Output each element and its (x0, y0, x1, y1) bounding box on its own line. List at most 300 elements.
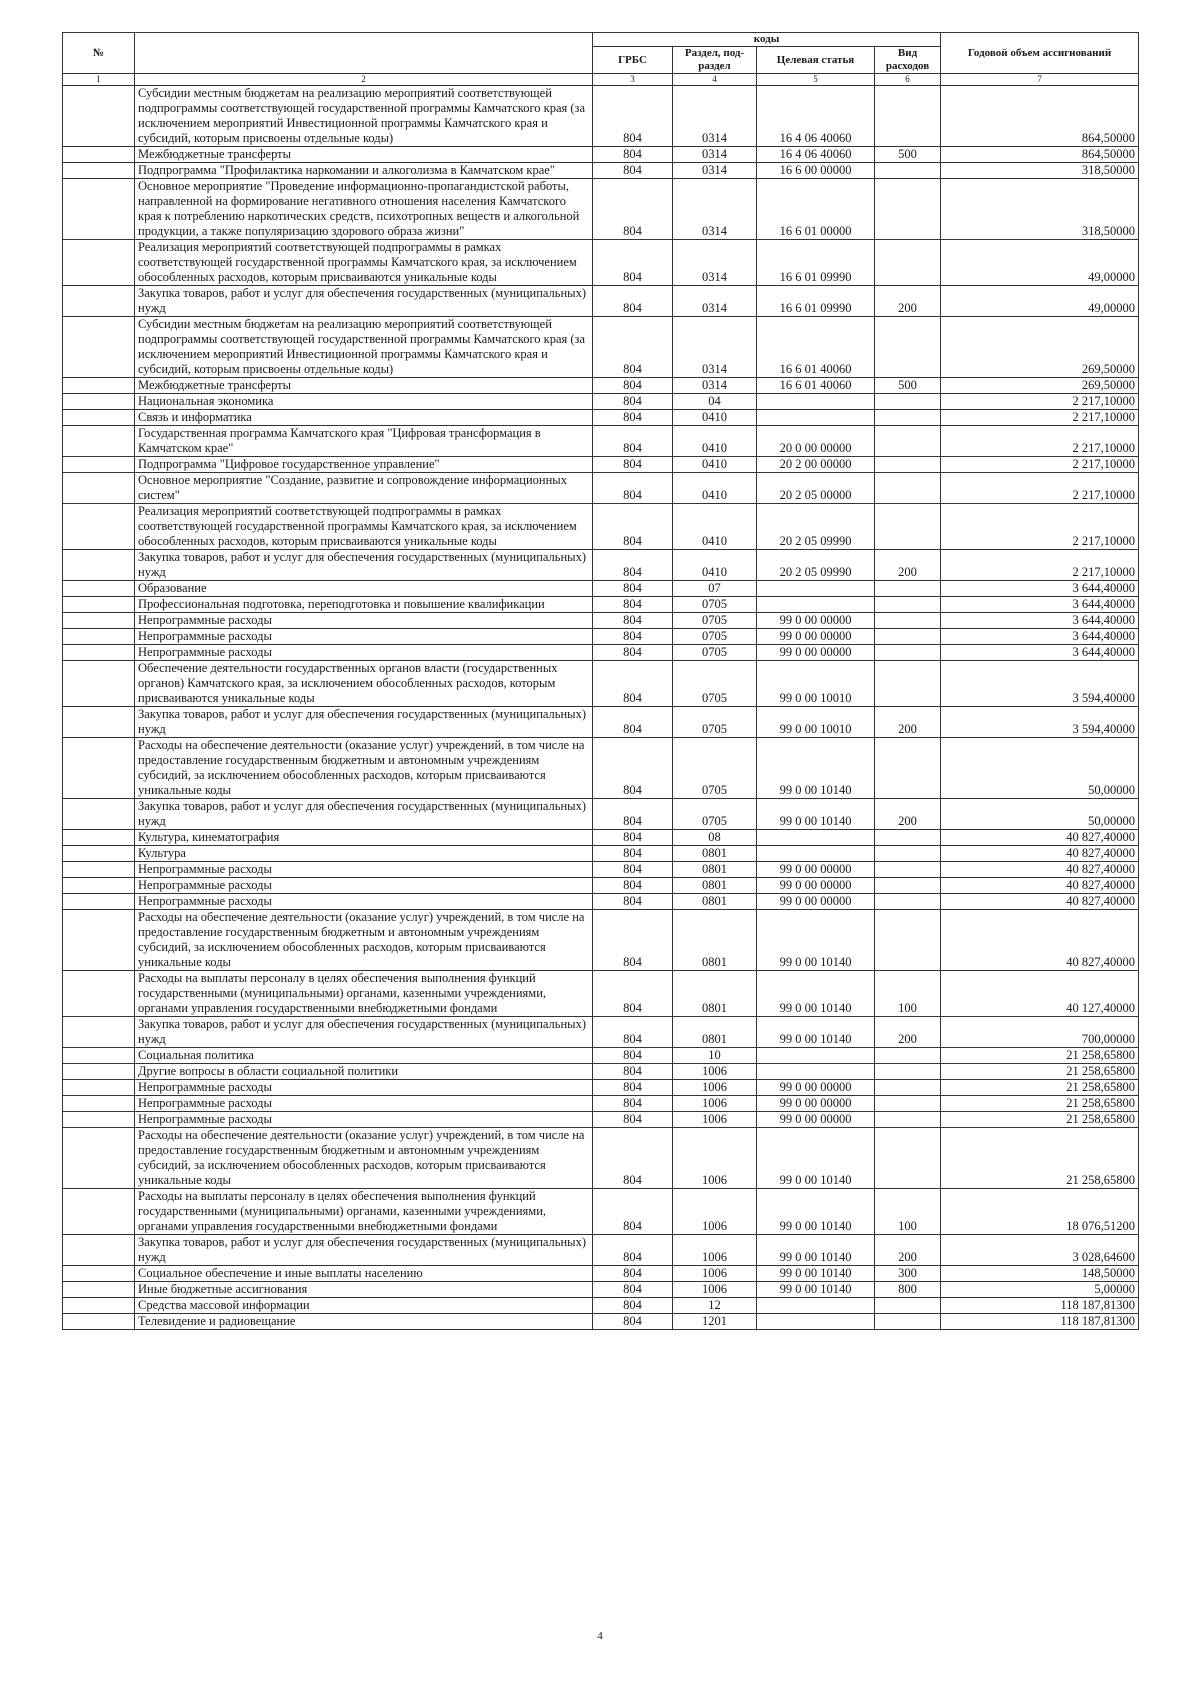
row-name: Непрограммные расходы (135, 862, 593, 878)
row-name: Культура, кинематография (135, 830, 593, 846)
row-kind (875, 317, 941, 378)
row-index (63, 286, 135, 317)
row-name: Расходы на обеспечение деятельности (оказание услуг) учреждений, в том числе на предоставление государственным бюджетным и автономным учреждениям субсидий, за исключением обособленных расходов, которым присваиваются уникальные коды (135, 738, 593, 799)
row-grbs: 804 (593, 597, 673, 613)
row-name: Расходы на выплаты персоналу в целях обеспечения выполнения функций государственными (муниципальными) органами, казенными учреждениями, органами управления государственными внебюджетными фондами (135, 971, 593, 1017)
row-target: 99 0 00 10140 (757, 1266, 875, 1282)
row-name: Межбюджетные трансферты (135, 378, 593, 394)
row-target: 99 0 00 10140 (757, 1017, 875, 1048)
row-index (63, 830, 135, 846)
table-row (63, 457, 1139, 473)
row-target: 99 0 00 00000 (757, 894, 875, 910)
row-grbs: 804 (593, 846, 673, 862)
row-sum: 3 594,40000 (941, 707, 1139, 738)
row-target (757, 1314, 875, 1330)
row-sum: 2 217,10000 (941, 410, 1139, 426)
table-row (63, 550, 1139, 581)
row-target: 99 0 00 10140 (757, 1282, 875, 1298)
row-target (757, 1064, 875, 1080)
row-grbs: 804 (593, 394, 673, 410)
row-target: 16 6 01 40060 (757, 378, 875, 394)
table-row (63, 738, 1139, 799)
header-grbs: ГРБС (593, 47, 673, 74)
row-target: 99 0 00 00000 (757, 862, 875, 878)
row-section: 0801 (673, 862, 757, 878)
row-section: 0705 (673, 629, 757, 645)
row-kind (875, 581, 941, 597)
row-kind (875, 661, 941, 707)
row-name: Культура (135, 846, 593, 862)
row-grbs: 804 (593, 661, 673, 707)
header-num: № (63, 33, 135, 74)
header-section: Раздел, под-раздел (673, 47, 757, 74)
row-index (63, 179, 135, 240)
row-kind: 200 (875, 1235, 941, 1266)
row-index (63, 799, 135, 830)
row-name: Подпрограмма "Профилактика наркомании и алкоголизма в Камчатском крае" (135, 163, 593, 179)
table-row (63, 894, 1139, 910)
row-kind (875, 629, 941, 645)
row-grbs: 804 (593, 147, 673, 163)
row-kind (875, 1096, 941, 1112)
row-grbs: 804 (593, 286, 673, 317)
column-numbers-row (63, 74, 1139, 86)
row-name: Закупка товаров, работ и услуг для обеспечения государственных (муниципальных) нужд (135, 286, 593, 317)
table-row (63, 317, 1139, 378)
row-name: Связь и информатика (135, 410, 593, 426)
row-grbs: 804 (593, 645, 673, 661)
row-sum: 3 644,40000 (941, 645, 1139, 661)
table-row (63, 661, 1139, 707)
row-kind: 200 (875, 286, 941, 317)
row-target (757, 830, 875, 846)
row-sum: 50,00000 (941, 738, 1139, 799)
table-row (63, 1096, 1139, 1112)
row-sum: 49,00000 (941, 286, 1139, 317)
row-section: 0801 (673, 971, 757, 1017)
table-row (63, 799, 1139, 830)
row-sum: 40 827,40000 (941, 910, 1139, 971)
row-name: Непрограммные расходы (135, 613, 593, 629)
row-name: Обеспечение деятельности государственных органов власти (государственных органов) Камчатского края, за исключением обособленных расходов, которым присваиваются уникальные коды (135, 661, 593, 707)
table-row (63, 179, 1139, 240)
row-section: 1006 (673, 1112, 757, 1128)
row-section: 0705 (673, 613, 757, 629)
table-row (63, 581, 1139, 597)
table-row (63, 1080, 1139, 1096)
row-kind (875, 597, 941, 613)
table-row (63, 504, 1139, 550)
row-kind (875, 645, 941, 661)
row-name: Непрограммные расходы (135, 629, 593, 645)
colnum-7: 7 (941, 74, 1139, 86)
row-index (63, 1048, 135, 1064)
row-grbs: 804 (593, 86, 673, 147)
row-name: Непрограммные расходы (135, 1096, 593, 1112)
table-row (63, 971, 1139, 1017)
row-target: 20 0 00 00000 (757, 426, 875, 457)
row-section: 0801 (673, 846, 757, 862)
row-sum: 40 827,40000 (941, 830, 1139, 846)
row-sum: 3 644,40000 (941, 613, 1139, 629)
table-row (63, 597, 1139, 613)
row-target: 16 6 01 40060 (757, 317, 875, 378)
row-sum: 3 644,40000 (941, 597, 1139, 613)
row-grbs: 804 (593, 878, 673, 894)
row-index (63, 1298, 135, 1314)
header-name (135, 33, 593, 74)
table-row (63, 286, 1139, 317)
row-sum: 5,00000 (941, 1282, 1139, 1298)
row-name: Телевидение и радиовещание (135, 1314, 593, 1330)
row-sum: 40 127,40000 (941, 971, 1139, 1017)
row-kind (875, 410, 941, 426)
row-grbs: 804 (593, 910, 673, 971)
row-grbs: 804 (593, 830, 673, 846)
row-sum: 21 258,65800 (941, 1080, 1139, 1096)
row-target: 20 2 05 09990 (757, 504, 875, 550)
row-section: 1006 (673, 1266, 757, 1282)
row-kind: 100 (875, 971, 941, 1017)
row-kind (875, 862, 941, 878)
row-kind (875, 830, 941, 846)
row-target: 99 0 00 00000 (757, 629, 875, 645)
row-target: 99 0 00 00000 (757, 1112, 875, 1128)
row-sum: 3 594,40000 (941, 661, 1139, 707)
row-name: Реализация мероприятий соответствующей подпрограммы в рамках соответствующей государственной программы Камчатского края, за исключением обособленных расходов, которым присваиваются уникальные коды (135, 504, 593, 550)
table-row (63, 240, 1139, 286)
row-name: Расходы на выплаты персоналу в целях обеспечения выполнения функций государственными (муниципальными) органами, казенными учреждениями, органами управления государственными внебюджетными фондами (135, 1189, 593, 1235)
row-name: Субсидии местным бюджетам на реализацию мероприятий соответствующей подпрограммы соответствующей государственной программы Камчатского края (за исключением мероприятий Инвестиционной программы Камчатского края и субсидий, которым присвоены отдельные коды) (135, 317, 593, 378)
row-grbs: 804 (593, 738, 673, 799)
row-target: 99 0 00 00000 (757, 1096, 875, 1112)
row-target: 16 6 01 00000 (757, 179, 875, 240)
colnum-5: 5 (757, 74, 875, 86)
row-kind (875, 86, 941, 147)
table-row (63, 1298, 1139, 1314)
row-grbs: 804 (593, 163, 673, 179)
row-target: 16 6 01 09990 (757, 286, 875, 317)
row-target: 99 0 00 10010 (757, 661, 875, 707)
colnum-3: 3 (593, 74, 673, 86)
row-kind: 200 (875, 707, 941, 738)
row-sum: 318,50000 (941, 163, 1139, 179)
row-grbs: 804 (593, 473, 673, 504)
row-section: 0410 (673, 410, 757, 426)
row-index (63, 1235, 135, 1266)
row-kind (875, 878, 941, 894)
row-kind (875, 738, 941, 799)
row-section: 0410 (673, 550, 757, 581)
colnum-2: 2 (135, 74, 593, 86)
table-row (63, 1314, 1139, 1330)
table-row (63, 378, 1139, 394)
row-sum: 18 076,51200 (941, 1189, 1139, 1235)
table-row (63, 878, 1139, 894)
table-row (63, 1064, 1139, 1080)
row-target (757, 581, 875, 597)
row-target: 99 0 00 10140 (757, 910, 875, 971)
row-index (63, 1189, 135, 1235)
colnum-6: 6 (875, 74, 941, 86)
row-name: Закупка товаров, работ и услуг для обеспечения государственных (муниципальных) нужд (135, 799, 593, 830)
row-target: 16 4 06 40060 (757, 86, 875, 147)
row-index (63, 597, 135, 613)
row-sum: 40 827,40000 (941, 878, 1139, 894)
row-sum: 40 827,40000 (941, 862, 1139, 878)
table-row (63, 613, 1139, 629)
row-sum: 318,50000 (941, 179, 1139, 240)
row-name: Основное мероприятие "Создание, развитие и сопровождение информационных систем" (135, 473, 593, 504)
row-sum: 21 258,65800 (941, 1048, 1139, 1064)
header-kind: Вид расходов (875, 47, 941, 74)
row-name: Закупка товаров, работ и услуг для обеспечения государственных (муниципальных) нужд (135, 550, 593, 581)
table-row (63, 1189, 1139, 1235)
row-section: 0801 (673, 1017, 757, 1048)
table-row (63, 1266, 1139, 1282)
row-target: 99 0 00 10140 (757, 971, 875, 1017)
row-grbs: 804 (593, 1080, 673, 1096)
row-index (63, 629, 135, 645)
row-grbs: 804 (593, 240, 673, 286)
row-section: 10 (673, 1048, 757, 1064)
row-section: 1006 (673, 1189, 757, 1235)
row-target: 16 6 01 09990 (757, 240, 875, 286)
row-sum: 700,00000 (941, 1017, 1139, 1048)
row-index (63, 613, 135, 629)
row-kind (875, 457, 941, 473)
row-sum: 21 258,65800 (941, 1064, 1139, 1080)
row-section: 07 (673, 581, 757, 597)
header-row-1 (63, 33, 1139, 47)
row-kind (875, 1080, 941, 1096)
row-name: Непрограммные расходы (135, 894, 593, 910)
row-kind (875, 1298, 941, 1314)
row-grbs: 804 (593, 1266, 673, 1282)
row-section: 0705 (673, 597, 757, 613)
row-sum: 864,50000 (941, 147, 1139, 163)
table-row (63, 846, 1139, 862)
row-kind (875, 613, 941, 629)
row-section: 0314 (673, 86, 757, 147)
colnum-1: 1 (63, 74, 135, 86)
row-kind: 100 (875, 1189, 941, 1235)
row-grbs: 804 (593, 1189, 673, 1235)
row-index (63, 504, 135, 550)
row-index (63, 1314, 135, 1330)
row-index (63, 878, 135, 894)
row-name: Социальное обеспечение и иные выплаты населению (135, 1266, 593, 1282)
row-grbs: 804 (593, 504, 673, 550)
row-name: Закупка товаров, работ и услуг для обеспечения государственных (муниципальных) нужд (135, 1017, 593, 1048)
row-index (63, 147, 135, 163)
row-target: 16 4 06 40060 (757, 147, 875, 163)
row-section: 1006 (673, 1235, 757, 1266)
colnum-4: 4 (673, 74, 757, 86)
row-index (63, 1266, 135, 1282)
row-grbs: 804 (593, 1314, 673, 1330)
row-grbs: 804 (593, 799, 673, 830)
table-row (63, 707, 1139, 738)
row-sum: 21 258,65800 (941, 1096, 1139, 1112)
row-sum: 49,00000 (941, 240, 1139, 286)
row-index (63, 163, 135, 179)
table-row (63, 1282, 1139, 1298)
row-index (63, 894, 135, 910)
row-index (63, 1282, 135, 1298)
row-sum: 118 187,81300 (941, 1298, 1139, 1314)
row-section: 0410 (673, 426, 757, 457)
row-section: 0410 (673, 473, 757, 504)
row-sum: 118 187,81300 (941, 1314, 1139, 1330)
table-row (63, 1128, 1139, 1189)
row-name: Реализация мероприятий соответствующей подпрограммы в рамках соответствующей государственной программы Камчатского края, за исключением обособленных расходов, которым присваиваются уникальные коды (135, 240, 593, 286)
row-grbs: 804 (593, 1112, 673, 1128)
row-index (63, 971, 135, 1017)
row-kind (875, 894, 941, 910)
row-target: 99 0 00 00000 (757, 613, 875, 629)
row-sum: 40 827,40000 (941, 894, 1139, 910)
row-name: Профессиональная подготовка, переподготовка и повышение квалификации (135, 597, 593, 613)
row-kind (875, 1064, 941, 1080)
row-name: Закупка товаров, работ и услуг для обеспечения государственных (муниципальных) нужд (135, 707, 593, 738)
row-index (63, 910, 135, 971)
row-grbs: 804 (593, 1064, 673, 1080)
row-index (63, 1128, 135, 1189)
row-name: Государственная программа Камчатского края "Цифровая трансформация в Камчатском крае" (135, 426, 593, 457)
row-sum: 2 217,10000 (941, 426, 1139, 457)
row-section: 0314 (673, 240, 757, 286)
row-index (63, 473, 135, 504)
row-name: Образование (135, 581, 593, 597)
row-target (757, 410, 875, 426)
row-grbs: 804 (593, 707, 673, 738)
table-row (63, 410, 1139, 426)
budget-page (62, 32, 1138, 1330)
table-row (63, 1235, 1139, 1266)
row-kind (875, 846, 941, 862)
row-name: Непрограммные расходы (135, 878, 593, 894)
row-kind: 200 (875, 550, 941, 581)
header-codes: коды (593, 33, 941, 47)
row-name: Социальная политика (135, 1048, 593, 1064)
row-kind (875, 473, 941, 504)
row-name: Средства массовой информации (135, 1298, 593, 1314)
row-kind: 500 (875, 147, 941, 163)
row-target: 99 0 00 10140 (757, 1128, 875, 1189)
row-index (63, 410, 135, 426)
row-kind: 200 (875, 1017, 941, 1048)
row-section: 0705 (673, 799, 757, 830)
row-section: 08 (673, 830, 757, 846)
row-section: 1006 (673, 1064, 757, 1080)
table-row (63, 394, 1139, 410)
row-section: 0705 (673, 661, 757, 707)
row-index (63, 317, 135, 378)
row-section: 1006 (673, 1282, 757, 1298)
table-row (63, 163, 1139, 179)
row-grbs: 804 (593, 317, 673, 378)
row-section: 0410 (673, 457, 757, 473)
row-section: 0314 (673, 317, 757, 378)
row-target: 20 2 05 00000 (757, 473, 875, 504)
row-index (63, 581, 135, 597)
table-row (63, 645, 1139, 661)
row-name: Расходы на обеспечение деятельности (оказание услуг) учреждений, в том числе на предоставление государственным бюджетным и автономным учреждениям субсидий, за исключением обособленных расходов, которым присваиваются уникальные коды (135, 1128, 593, 1189)
row-kind (875, 394, 941, 410)
row-sum: 40 827,40000 (941, 846, 1139, 862)
table-row (63, 1112, 1139, 1128)
row-name: Непрограммные расходы (135, 1080, 593, 1096)
row-grbs: 804 (593, 1096, 673, 1112)
row-grbs: 804 (593, 550, 673, 581)
row-index (63, 1080, 135, 1096)
row-name: Основное мероприятие "Проведение информационно-пропагандистской работы, направленной на формирование негативного отношения населения Камчатского края к потреблению наркотических средств, психотропных веществ и алкогольной продукции, а также популяризацию здорового образа жизни" (135, 179, 593, 240)
row-name: Непрограммные расходы (135, 1112, 593, 1128)
row-section: 0801 (673, 894, 757, 910)
row-sum: 864,50000 (941, 86, 1139, 147)
row-kind (875, 1048, 941, 1064)
row-kind: 800 (875, 1282, 941, 1298)
row-kind: 300 (875, 1266, 941, 1282)
row-name: Иные бюджетные ассигнования (135, 1282, 593, 1298)
row-name: Закупка товаров, работ и услуг для обеспечения государственных (муниципальных) нужд (135, 1235, 593, 1266)
row-grbs: 804 (593, 894, 673, 910)
row-section: 0314 (673, 179, 757, 240)
row-sum: 2 217,10000 (941, 473, 1139, 504)
row-section: 1006 (673, 1096, 757, 1112)
row-kind: 200 (875, 799, 941, 830)
row-grbs: 804 (593, 1017, 673, 1048)
table-row (63, 862, 1139, 878)
row-grbs: 804 (593, 457, 673, 473)
row-index (63, 1096, 135, 1112)
row-target: 16 6 00 00000 (757, 163, 875, 179)
row-section: 04 (673, 394, 757, 410)
row-index (63, 846, 135, 862)
row-sum: 269,50000 (941, 378, 1139, 394)
row-section: 0314 (673, 163, 757, 179)
row-index (63, 1112, 135, 1128)
row-target: 99 0 00 10140 (757, 799, 875, 830)
row-kind (875, 910, 941, 971)
row-sum: 3 644,40000 (941, 581, 1139, 597)
header-annual: Годовой объем ассигнований (941, 33, 1139, 74)
row-kind (875, 504, 941, 550)
row-index (63, 240, 135, 286)
row-section: 0314 (673, 286, 757, 317)
row-section: 1201 (673, 1314, 757, 1330)
row-index (63, 86, 135, 147)
row-name: Непрограммные расходы (135, 645, 593, 661)
row-grbs: 804 (593, 1128, 673, 1189)
row-grbs: 804 (593, 1282, 673, 1298)
table-row (63, 910, 1139, 971)
page-number: 4 (597, 1630, 603, 1642)
row-section: 1006 (673, 1128, 757, 1189)
row-sum: 269,50000 (941, 317, 1139, 378)
row-section: 0801 (673, 878, 757, 894)
row-target (757, 1048, 875, 1064)
row-sum: 2 217,10000 (941, 504, 1139, 550)
row-target (757, 394, 875, 410)
budget-table (62, 32, 1139, 1330)
row-section: 0801 (673, 910, 757, 971)
row-index (63, 457, 135, 473)
row-index (63, 394, 135, 410)
row-target: 99 0 00 10010 (757, 707, 875, 738)
row-index (63, 378, 135, 394)
